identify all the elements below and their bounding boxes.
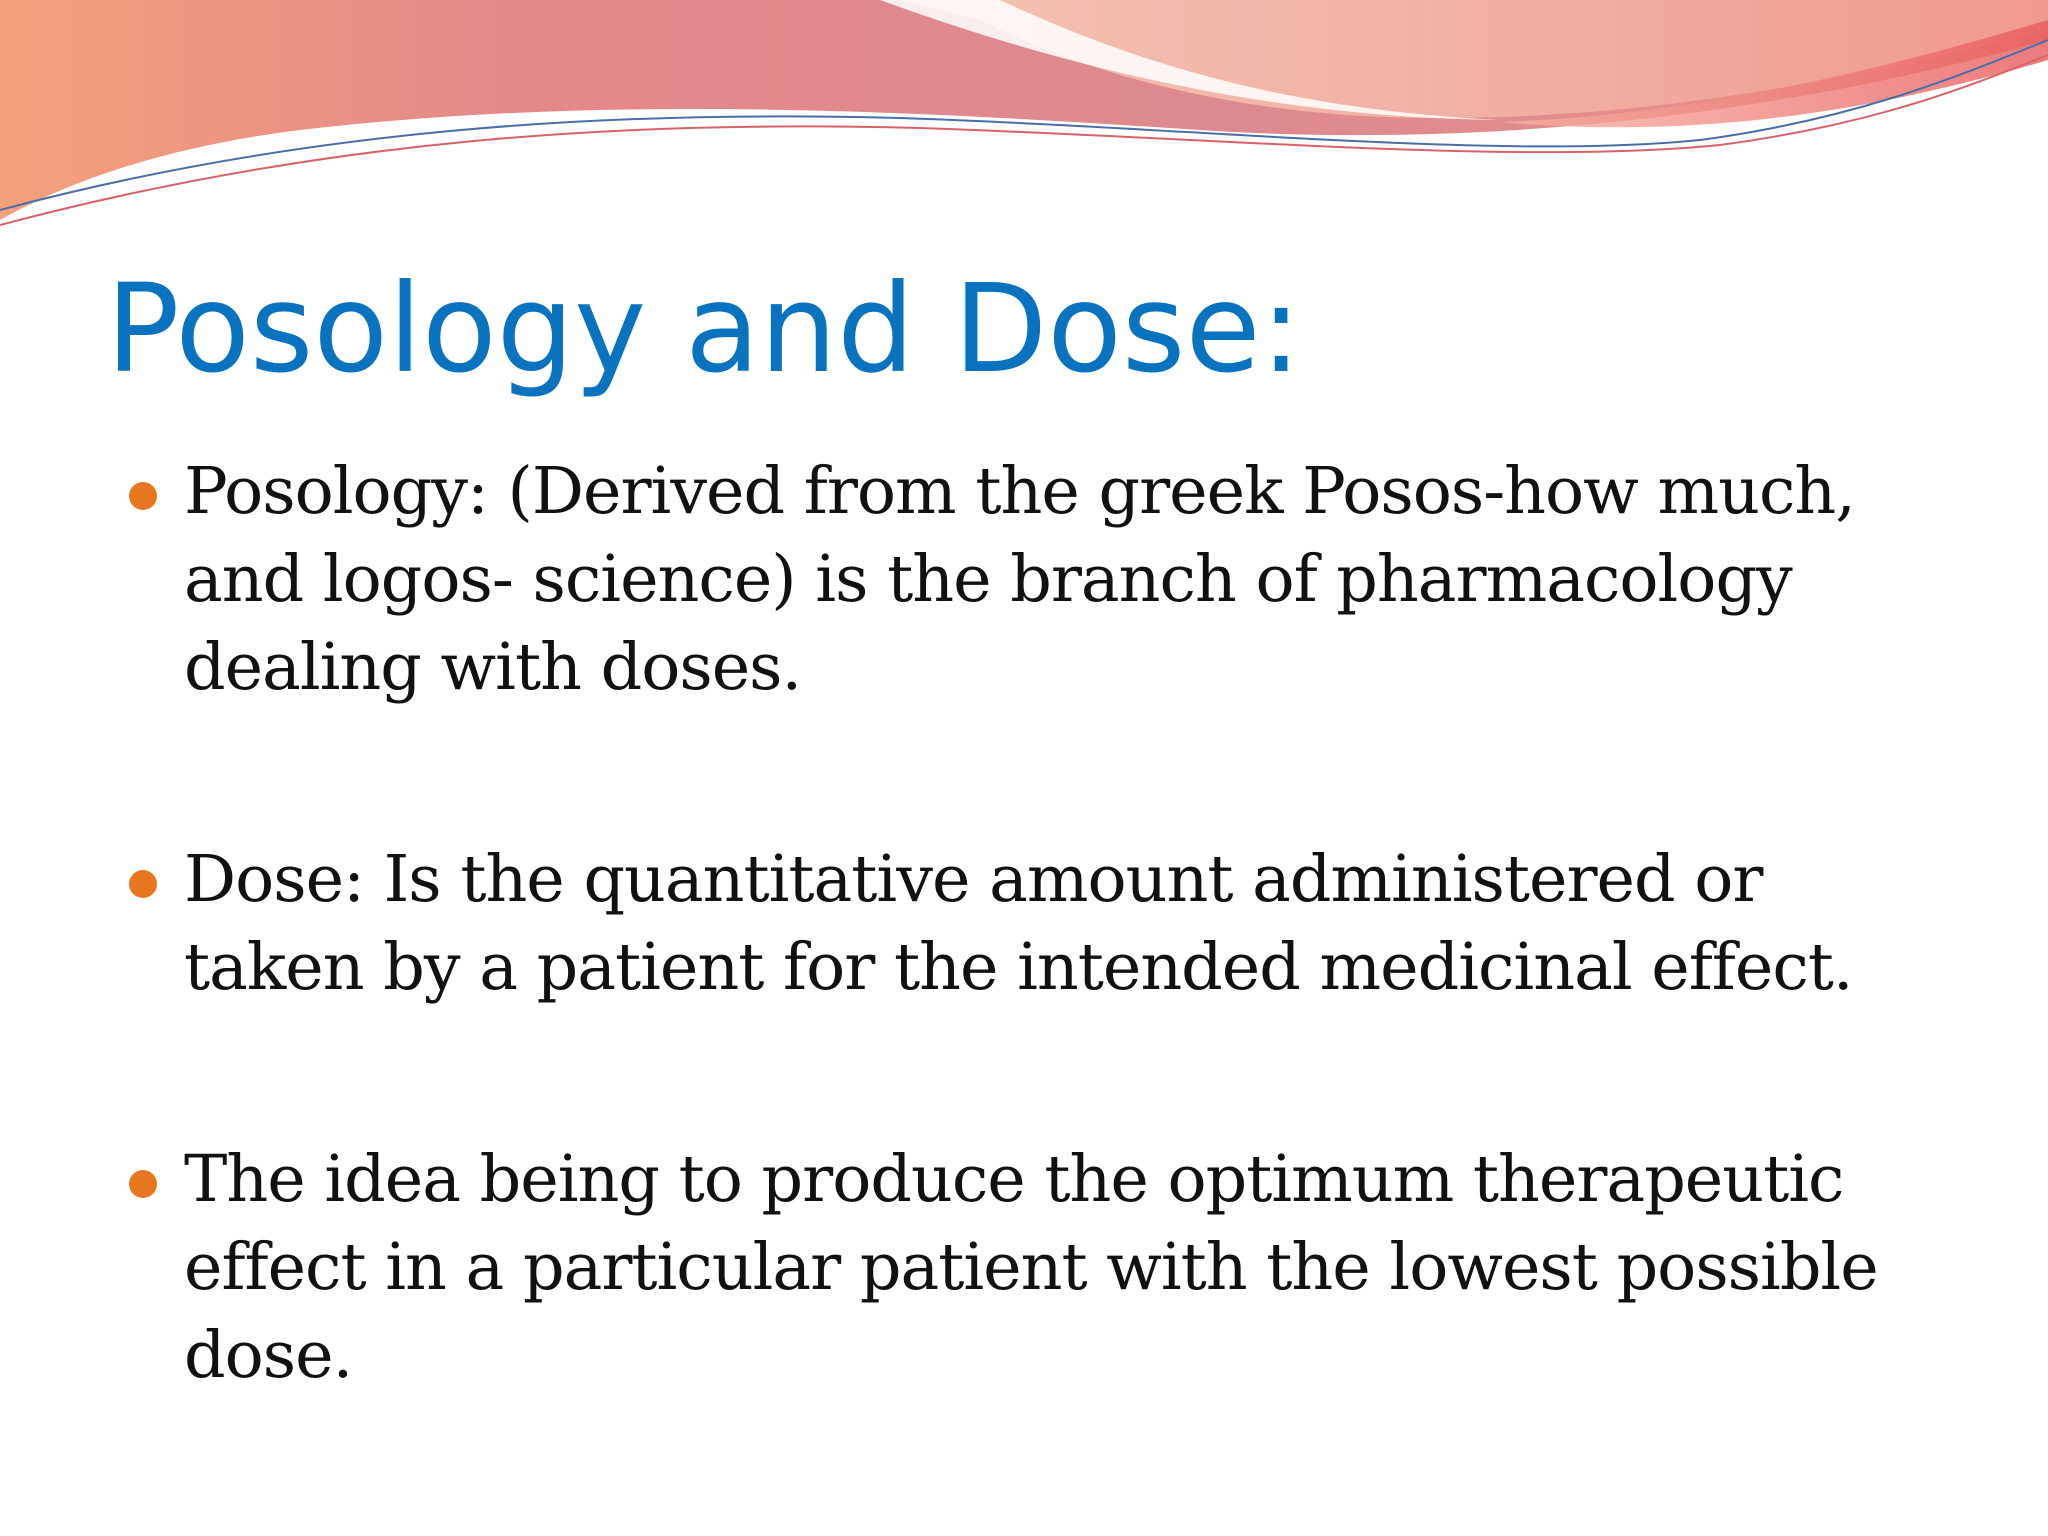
bullet-text-line: The idea being to produce the optimum therapeutic bbox=[184, 1142, 1844, 1217]
bullet-text-line: dose. bbox=[184, 1318, 353, 1393]
bullet-item-idea bbox=[184, 1136, 1904, 1400]
bullet-dot-icon bbox=[129, 870, 157, 898]
bullet-text-line: dealing with doses. bbox=[184, 630, 802, 705]
bullet-item-posology bbox=[184, 448, 1904, 712]
bullet-item-dose bbox=[184, 836, 1904, 1012]
page-title: Posology and Dose: bbox=[106, 258, 1302, 400]
bullet-text-line: taken by a patient for the intended medicinal effect. bbox=[184, 930, 1853, 1005]
bullet-text-line: effect in a particular patient with the lowest possible bbox=[184, 1230, 1878, 1305]
bullet-text-line: Posology: (Derived from the greek Posos-how much, bbox=[184, 454, 1855, 529]
bullet-dot-icon bbox=[129, 482, 157, 510]
bullet-dot-icon bbox=[129, 1170, 157, 1198]
bullet-text-line: Dose: Is the quantitative amount administered or bbox=[184, 842, 1763, 917]
bullet-text-line: and logos- science) is the branch of pharmacology bbox=[184, 542, 1792, 617]
